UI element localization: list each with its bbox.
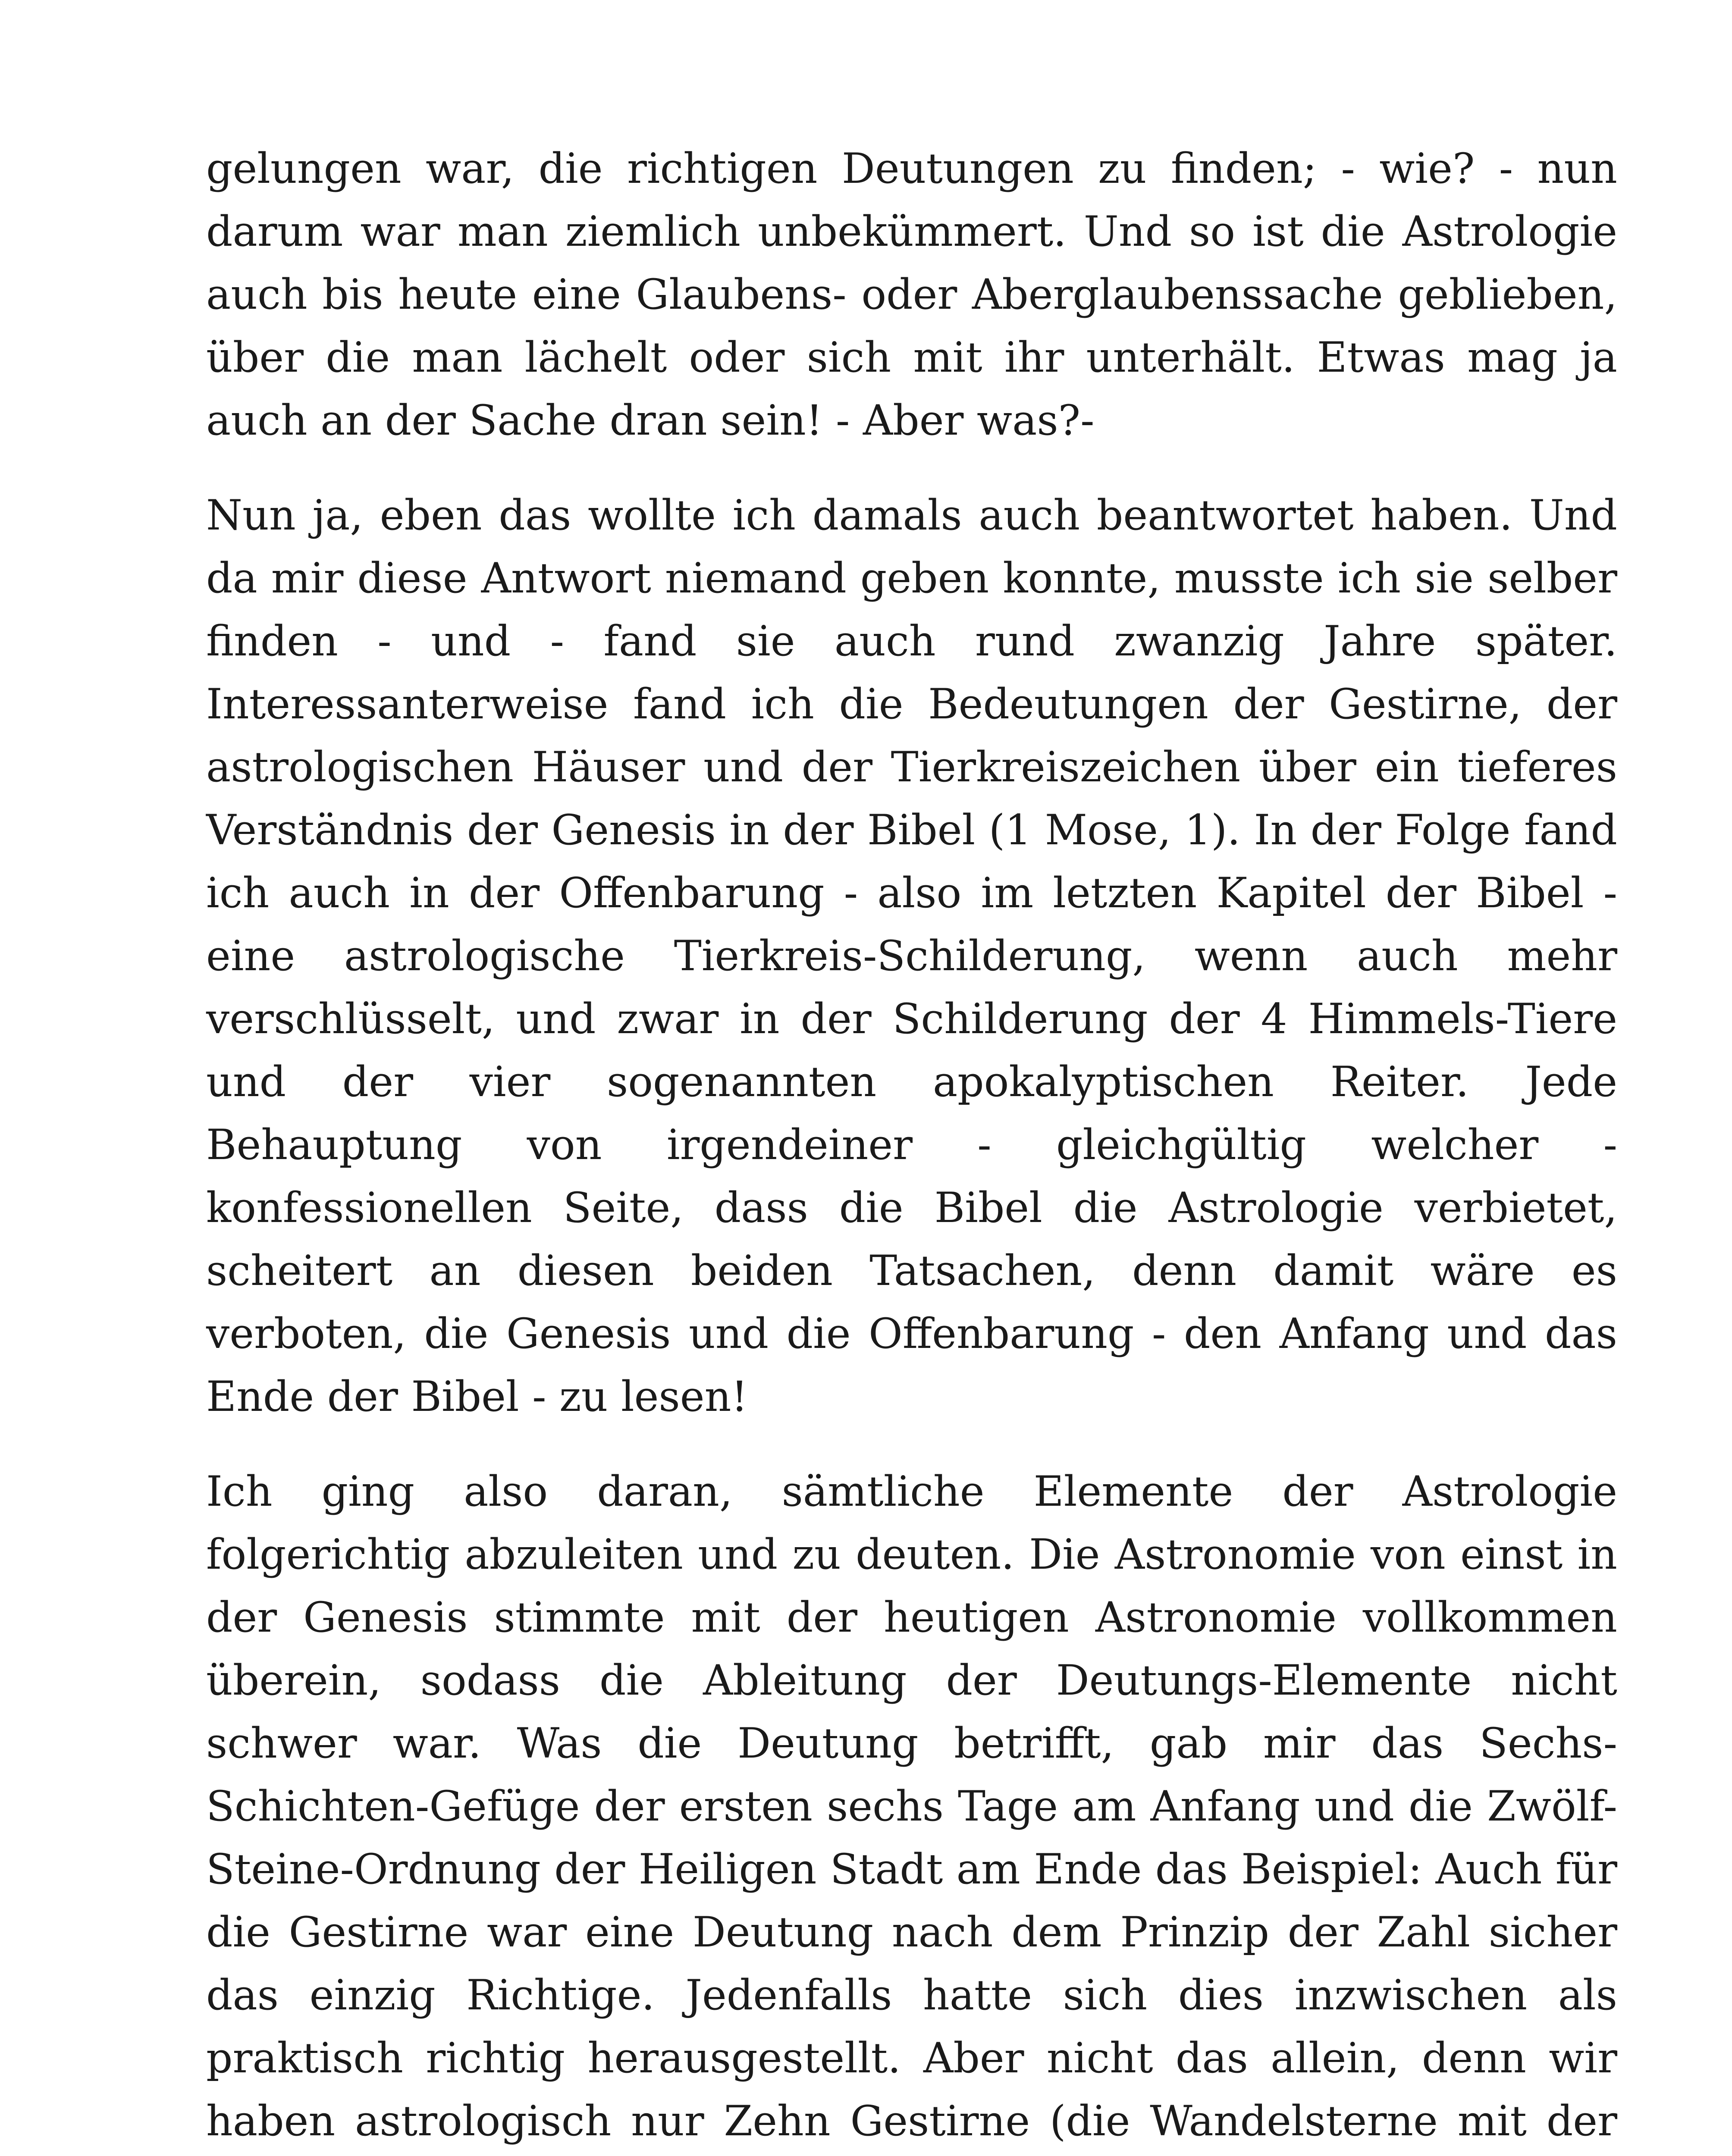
body-text — [206, 137, 1617, 2156]
paragraph-3: Ich ging also daran, sämtliche Elemente der Astrologie folgerichtig abzuleiten und zu deuten. Die Astronomie von einst in der Genesis stimmte mit der heutigen Astronomie vollkommen überein, sodass die Ableitung der Deutungs-Elemente nicht schwer war. Was die Deutung betrifft, gab mir das Sechs-Schichten-Gefüge der ersten sechs Tage am Anfang und die Zwölf-Steine-Ordnung der Heiligen Stadt am Ende das Beispiel: Auch für die Gestirne war eine Deutung nach dem Prinzip der Zahl sicher das einzig Richtige. Jedenfalls hatte sich dies inzwischen als praktisch richtig herausgestellt. Aber nicht das allein, denn wir haben astrologisch nur Zehn Gestirne (die Wandelsterne mit der — [206, 1467, 1617, 2145]
paragraph-1: gelungen war, die richtigen Deutungen zu finden; - wie? - nun darum war man ziemlich unbekümmert. Und so ist die Astrologie auch bis heute eine Glaubens- oder Aberglaubenssache geblieben, über die man lächelt oder sich mit ihr unterhält. Etwas mag ja auch an der Sache dran sein! - Aber was?- — [206, 144, 1617, 445]
paragraph-2: Nun ja, eben das wollte ich damals auch beantwortet haben. Und da mir diese Antwort niemand geben konnte, musste ich sie selber finden - und - fand sie auch rund zwanzig Jahre später. Interessanterweise fand ich die Bedeutungen der Gestirne, der astrologischen Häuser und der Tierkreiszeichen über ein tieferes Verständnis der Genesis in der Bibel (1 Mose, 1). In der Folge fand ich auch in der Offenbarung - also im letzten Kapitel der Bibel - eine astrologische Tierkreis-Schilderung, wenn auch mehr verschlüsselt, und zwar in der Schilderung der 4 Himmels-Tiere und der vier sogenannten apokalyptischen Reiter. Jede Behauptung von irgendeiner - gleichgültig welcher - konfessionellen Seite, dass die Bibel die Astrologie verbietet, scheitert an diesen beiden Tatsachen, denn damit wäre es verboten, die Genesis und die Offenbarung - den Anfang und das Ende der Bibel - zu lesen! — [206, 491, 1617, 1421]
